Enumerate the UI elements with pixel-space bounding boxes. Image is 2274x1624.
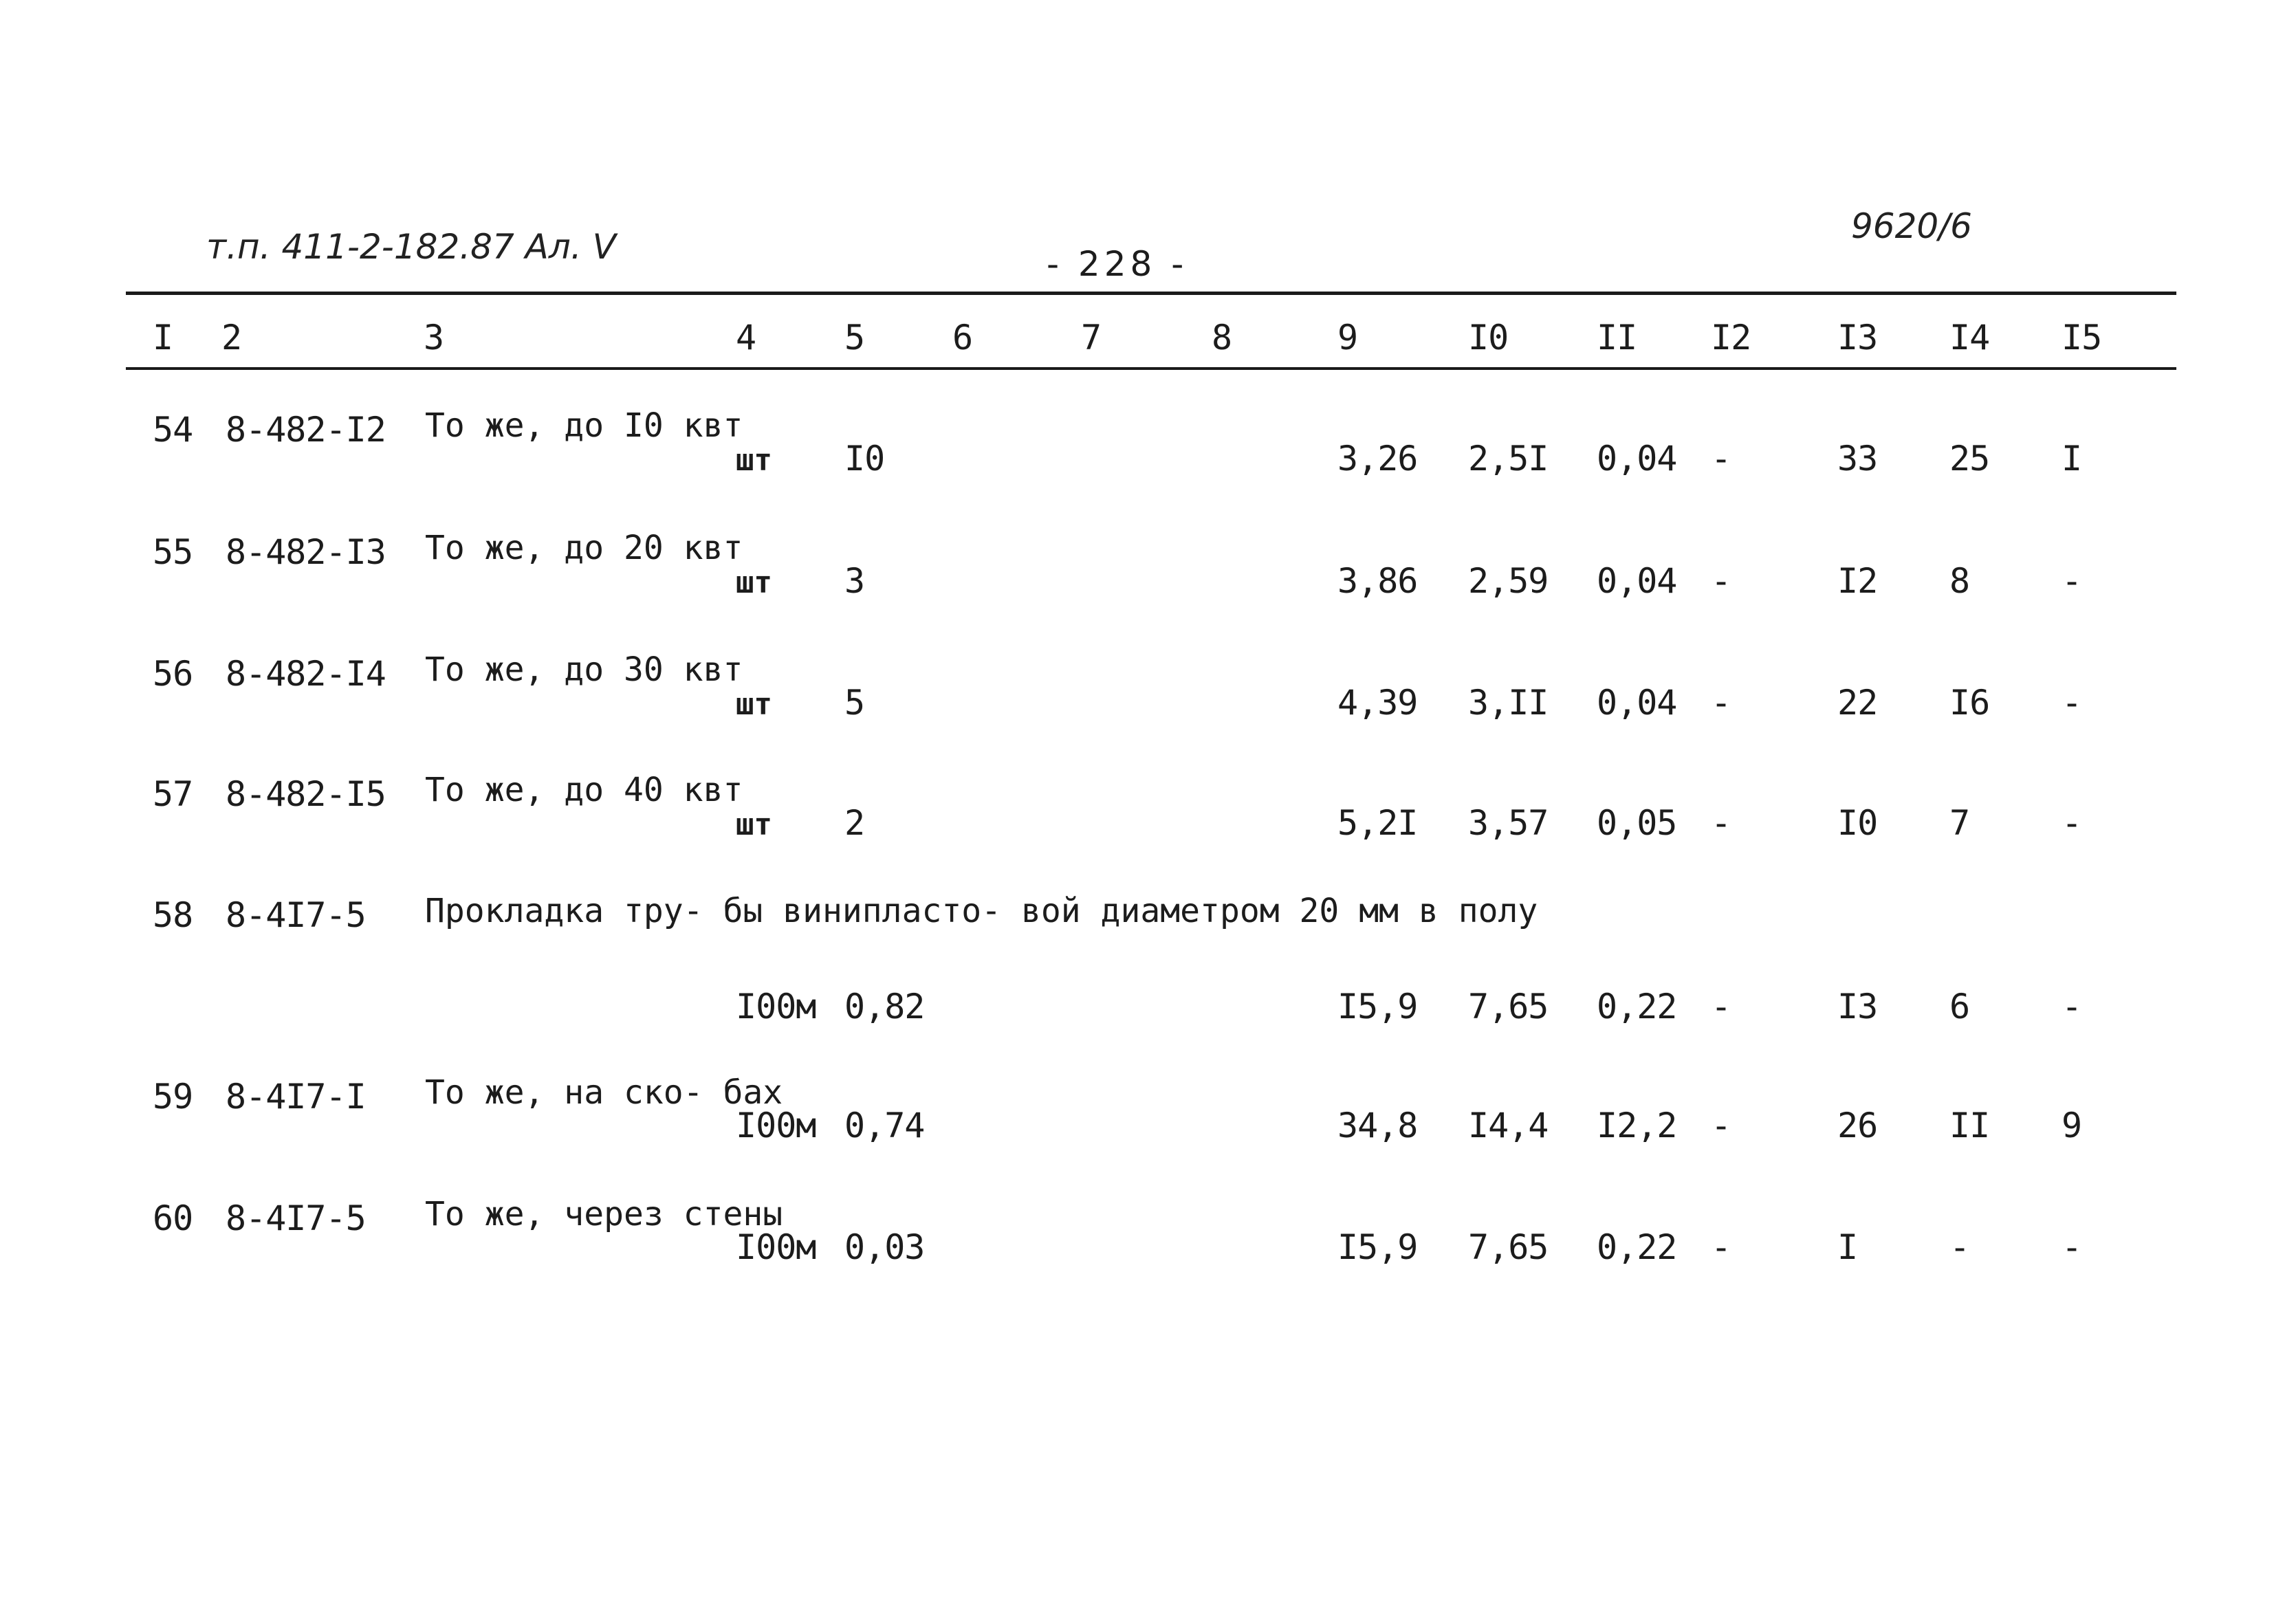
cell-col12: - [1711, 1106, 1731, 1145]
table-row [0, 771, 2274, 912]
header-bottom-rule [126, 367, 2176, 370]
column-header: 5 [844, 318, 865, 358]
work-description: То же, через стены [425, 1195, 783, 1233]
column-header: II [1597, 318, 1637, 358]
unit: I00м [736, 1106, 816, 1145]
cell-col11: 0,22 [1597, 987, 1677, 1027]
cell-col10: I4,4 [1468, 1106, 1549, 1145]
cell-col12: - [1711, 683, 1731, 723]
cell-col11: 0,04 [1597, 561, 1677, 601]
cell-col11: 0,05 [1597, 803, 1677, 843]
cell-col13: I2 [1837, 561, 1878, 601]
cell-col11: 0,04 [1597, 683, 1677, 723]
column-header: I3 [1837, 318, 1878, 358]
column-header: I0 [1468, 318, 1509, 358]
cell-col11: I2,2 [1597, 1106, 1677, 1145]
cell-col12: - [1711, 561, 1731, 601]
column-header: 8 [1212, 318, 1232, 358]
cell-col15: 9 [2062, 1106, 2082, 1145]
cell-col13: 26 [1837, 1106, 1878, 1145]
row-number: 55 [153, 532, 193, 572]
column-header: 2 [221, 318, 242, 358]
column-header: 9 [1337, 318, 1358, 358]
norm-code: 8-4I7-I [226, 1077, 366, 1117]
quantity: 0,74 [844, 1106, 925, 1145]
norm-code: 8-482-I5 [226, 774, 386, 814]
table-row [0, 529, 2274, 670]
cell-col14: - [1949, 1227, 1970, 1267]
cell-col13: I [1837, 1227, 1858, 1267]
page-number: - 228 - [1047, 244, 1188, 284]
cell-col11: 0,22 [1597, 1227, 1677, 1267]
cell-col12: - [1711, 803, 1731, 843]
norm-code: 8-482-I2 [226, 410, 386, 450]
quantity: I0 [844, 439, 885, 479]
cell-col12: - [1711, 439, 1731, 479]
table-row [0, 1195, 2274, 1336]
cell-col15: - [2062, 1227, 2082, 1267]
row-number: 59 [153, 1077, 193, 1117]
cell-col11: 0,04 [1597, 439, 1677, 479]
row-number: 56 [153, 654, 193, 694]
column-header: I4 [1949, 318, 1990, 358]
column-header: 4 [736, 318, 756, 358]
norm-code: 8-482-I3 [226, 532, 386, 572]
cell-col14: 8 [1949, 561, 1970, 601]
cell-col15: - [2062, 803, 2082, 843]
cell-col15: - [2062, 561, 2082, 601]
cell-col10: 3,57 [1468, 803, 1549, 843]
cell-col12: - [1711, 987, 1731, 1027]
column-header: 6 [952, 318, 973, 358]
column-header: 7 [1081, 318, 1102, 358]
cell-col14: II [1949, 1106, 1990, 1145]
work-description: Прокладка тру- бы винипласто- вой диаметром 20 мм в полу [425, 892, 1538, 930]
cell-col13: 33 [1837, 439, 1878, 479]
document-reference: т.п. 411-2-182.87 Ал. V [206, 227, 616, 267]
table-row [0, 650, 2274, 791]
norm-code: 8-482-I4 [226, 654, 386, 694]
cell-col14: 25 [1949, 439, 1990, 479]
cell-col10: 2,5I [1468, 439, 1549, 479]
column-header: I5 [2062, 318, 2102, 358]
unit: шт [736, 443, 772, 478]
archive-stamp: 9620/6 [1851, 206, 1972, 246]
unit: I00м [736, 1227, 816, 1267]
table-row [0, 1073, 2274, 1214]
unit: шт [736, 565, 772, 600]
work-description: То же, на ско- бах [425, 1073, 783, 1112]
cell-col15: - [2062, 683, 2082, 723]
cell-col15: I [2062, 439, 2082, 479]
work-description: То же, до 40 квт [425, 771, 743, 809]
quantity: 3 [844, 561, 865, 601]
cell-col9: 34,8 [1337, 1106, 1418, 1145]
column-header: I [153, 318, 173, 358]
top-rule [126, 292, 2176, 295]
unit: шт [736, 687, 772, 722]
cell-col10: 3,II [1468, 683, 1549, 723]
cell-col9: I5,9 [1337, 1227, 1418, 1267]
cell-col9: 4,39 [1337, 683, 1418, 723]
unit: шт [736, 807, 772, 842]
table-row [0, 892, 2274, 1053]
work-description: То же, до 20 квт [425, 529, 743, 567]
unit: I00м [736, 987, 816, 1027]
norm-code: 8-4I7-5 [226, 1198, 366, 1238]
quantity: 5 [844, 683, 865, 723]
row-number: 54 [153, 410, 193, 450]
cell-col9: I5,9 [1337, 987, 1418, 1027]
cell-col14: 7 [1949, 803, 1970, 843]
cell-col10: 7,65 [1468, 1227, 1549, 1267]
column-header: I2 [1711, 318, 1751, 358]
cell-col12: - [1711, 1227, 1731, 1267]
table-row [0, 406, 2274, 547]
cell-col13: I0 [1837, 803, 1878, 843]
cell-col9: 3,26 [1337, 439, 1418, 479]
cell-col13: 22 [1837, 683, 1878, 723]
cell-col9: 5,2I [1337, 803, 1418, 843]
work-description: То же, до I0 квт [425, 406, 743, 445]
cell-col14: I6 [1949, 683, 1990, 723]
cell-col14: 6 [1949, 987, 1970, 1027]
quantity: 0,82 [844, 987, 925, 1027]
row-number: 57 [153, 774, 193, 814]
work-description: То же, до 30 квт [425, 650, 743, 689]
cell-col10: 7,65 [1468, 987, 1549, 1027]
cell-col9: 3,86 [1337, 561, 1418, 601]
column-header: 3 [424, 318, 444, 358]
row-number: 60 [153, 1198, 193, 1238]
norm-code: 8-4I7-5 [226, 895, 366, 935]
cell-col15: - [2062, 987, 2082, 1027]
cell-col13: I3 [1837, 987, 1878, 1027]
quantity: 2 [844, 803, 865, 843]
row-number: 58 [153, 895, 193, 935]
cell-col10: 2,59 [1468, 561, 1549, 601]
quantity: 0,03 [844, 1227, 925, 1267]
